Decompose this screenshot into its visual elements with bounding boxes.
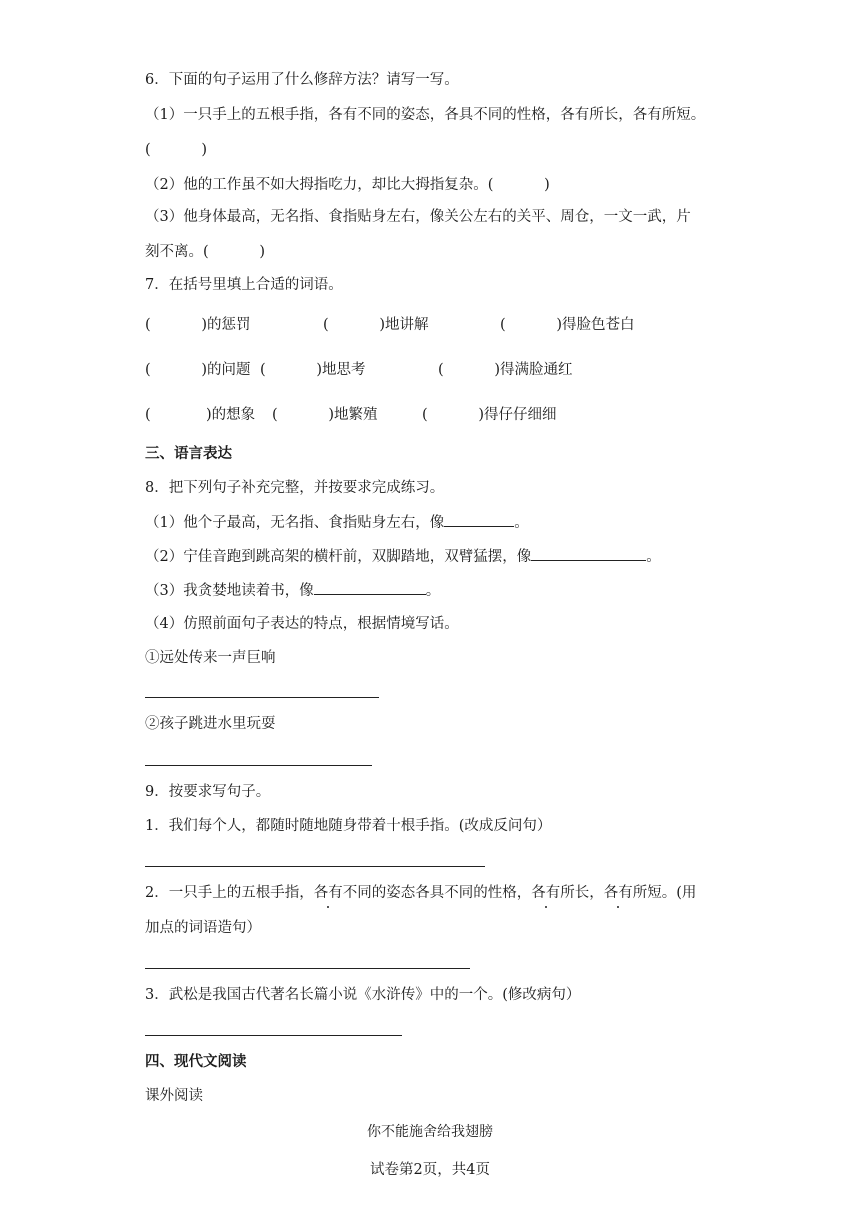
q8-blank-1[interactable] [444, 512, 514, 527]
q9-sentence-2-line-2: 加点的词语造句） [145, 920, 261, 936]
q7-fill-blank[interactable]: ( )地繁殖 [272, 407, 378, 423]
q6-sentence-1: （1）一只手上的五根手指，各有不同的姿态，各具不同的性格，各有所长，各有所短。 [145, 107, 706, 123]
q8-sentence-3: （3）我贪婪地读着书，像 。 [145, 580, 440, 601]
q8-sentence-2: （2）宁佳音跑到跳高架的横杆前，双脚踏地，双臂猛摆，像 。 [145, 546, 661, 567]
q9-title: 9．按要求写句子。 [145, 784, 271, 800]
q9-sentence-3: 3．武松是我国古代著名长篇小说《水浒传》中的一个。(修改病句） [145, 987, 581, 1003]
emphasis-dotted-word: 各有 [531, 885, 561, 901]
q6-sentence-2: （2）他的工作虽不如大拇指吃力，却比大拇指复杂。( ) [145, 177, 550, 193]
q9-sentence-2: 2．一只手上的五根手指，各有不同的姿态各具不同的性格，各有所长，各有所短。(用 [145, 885, 697, 901]
q8-answer-line-a[interactable] [145, 697, 379, 698]
q8-answer-line-b[interactable] [145, 765, 372, 766]
section-4-subheading: 课外阅读 [145, 1088, 203, 1104]
emphasis-dotted-word: 各有 [603, 885, 633, 901]
q9-answer-line-3[interactable] [145, 1035, 402, 1036]
q7-fill-blank[interactable]: ( )得满脸通红 [438, 362, 573, 378]
section-3-heading: 三、语言表达 [145, 445, 232, 462]
q7-fill-blank[interactable]: ( )地思考 [260, 362, 366, 378]
section-4-heading: 四、现代文阅读 [145, 1053, 247, 1070]
q9-answer-line-2[interactable] [145, 968, 470, 969]
q7-fill-blank[interactable]: ( )地讲解 [323, 317, 429, 333]
q6-title: 6．下面的句子运用了什么修辞方法？请写一写。 [145, 72, 459, 88]
q8-sentence-4: （4）仿照前面句子表达的特点，根据情境写话。 [145, 616, 459, 632]
q8-title: 8．把下列句子补充完整，并按要求完成练习。 [145, 480, 445, 496]
q8-sentence-1: （1）他个子最高，无名指、食指贴身左右，像 。 [145, 512, 529, 533]
q8-prompt-b: ②孩子跳进水里玩耍 [145, 716, 276, 732]
q8-blank-3[interactable] [314, 580, 426, 595]
q8-blank-2[interactable] [531, 546, 646, 561]
q7-fill-blank[interactable]: ( )的想象 [145, 407, 256, 423]
q7-fill-blank[interactable]: ( )的问题 [145, 362, 251, 378]
q6-sentence-3-line-1: （3）他身体最高，无名指、食指贴身左右，像关公左右的关平、周仓，一文一武，片 [145, 209, 691, 225]
q9-answer-line-1[interactable] [145, 866, 485, 867]
q7-title: 7．在括号里填上合适的词语。 [145, 277, 343, 293]
page-footer: 试卷第2页，共4页 [370, 1162, 490, 1178]
q7-fill-blank[interactable]: ( )得脸色苍白 [500, 317, 635, 333]
q7-fill-blank[interactable]: ( )的惩罚 [145, 317, 251, 333]
q6-sentence-3-line-2: 刻不离。( ) [145, 244, 266, 260]
passage-title: 你不能施舍给我翅膀 [367, 1124, 493, 1140]
q7-fill-blank[interactable]: ( )得仔仔细细 [422, 407, 557, 423]
emphasis-dotted-word: 各有 [313, 885, 343, 901]
q8-prompt-a: ①远处传来一声巨响 [145, 650, 276, 666]
q6-answer-paren-1[interactable]: ( ) [145, 142, 208, 158]
q9-sentence-1: 1．我们每个人，都随时随地随身带着十根手指。(改成反问句） [145, 818, 552, 834]
